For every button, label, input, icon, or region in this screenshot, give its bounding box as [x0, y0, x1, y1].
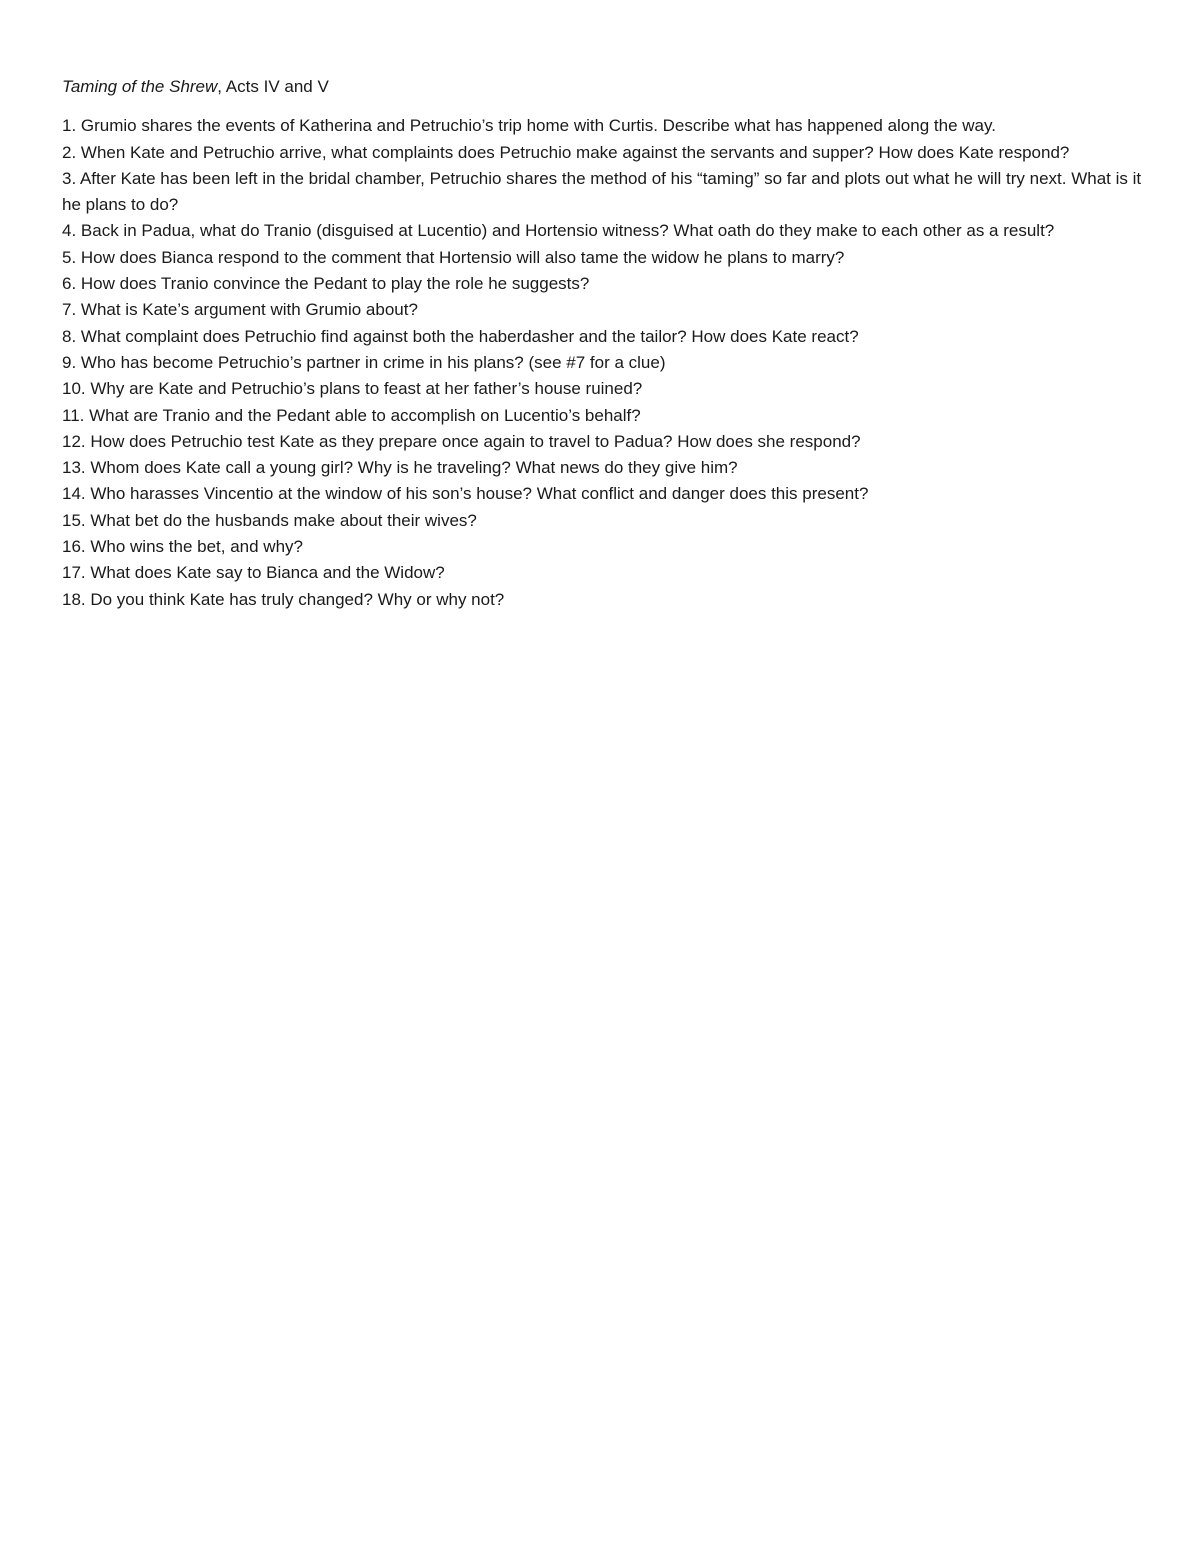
question-item: 16. Who wins the bet, and why? — [62, 537, 303, 557]
question-item: 6. How does Tranio convince the Pedant to play the role he suggests? — [62, 274, 590, 294]
document-title — [62, 74, 1152, 100]
question-list — [62, 113, 1152, 613]
question-item: 11. What are Tranio and the Pedant able to accomplish on Lucentio’s behalf? — [62, 405, 641, 425]
question-item: 5. How does Bianca respond to the comment that Hortensio will also tame the widow he plans to marry? — [62, 247, 845, 267]
question-item: 15. What bet do the husbands make about their wives? — [62, 510, 477, 530]
question-item: 4. Back in Padua, what do Tranio (disguised at Lucentio) and Hortensio witness? What oath do they make to each other as a result? — [62, 221, 1055, 241]
question-item: 12. How does Petruchio test Kate as they prepare once again to travel to Padua? How does she respond? — [62, 431, 861, 451]
question-item: 10. Why are Kate and Petruchio’s plans to feast at her father’s house ruined? — [62, 379, 643, 399]
question-item: 2. When Kate and Petruchio arrive, what complaints does Petruchio make against the servants and supper? How does Kate respond? — [62, 142, 1070, 162]
document-title-rest: , Acts IV and V — [217, 77, 329, 96]
document-body — [62, 74, 1152, 613]
question-item: 17. What does Kate say to Bianca and the Widow? — [62, 563, 445, 583]
document-title-italic: Taming of the Shrew — [62, 77, 218, 96]
question-item: 7. What is Kate’s argument with Grumio about? — [62, 300, 418, 320]
question-item: 1. Grumio shares the events of Katherina and Petruchio’s trip home with Curtis. Describe what has happened along the way. — [62, 116, 996, 136]
question-item: 13. Whom does Kate call a young girl? Why is he traveling? What news do they give him? — [62, 458, 738, 478]
question-item: 8. What complaint does Petruchio find against both the haberdasher and the tailor? How does Kate react? — [62, 326, 859, 346]
question-item: 14. Who harasses Vincentio at the window of his son’s house? What conflict and danger does this present? — [62, 484, 869, 504]
question-item: 3. After Kate has been left in the bridal chamber, Petruchio shares the method of his “taming” so far and plots out what he will try next. What is it he plans to do? — [62, 168, 1142, 215]
question-item: 9. Who has become Petruchio’s partner in crime in his plans? (see #7 for a clue) — [62, 352, 666, 372]
question-item: 18. Do you think Kate has truly changed? Why or why not? — [62, 589, 505, 609]
